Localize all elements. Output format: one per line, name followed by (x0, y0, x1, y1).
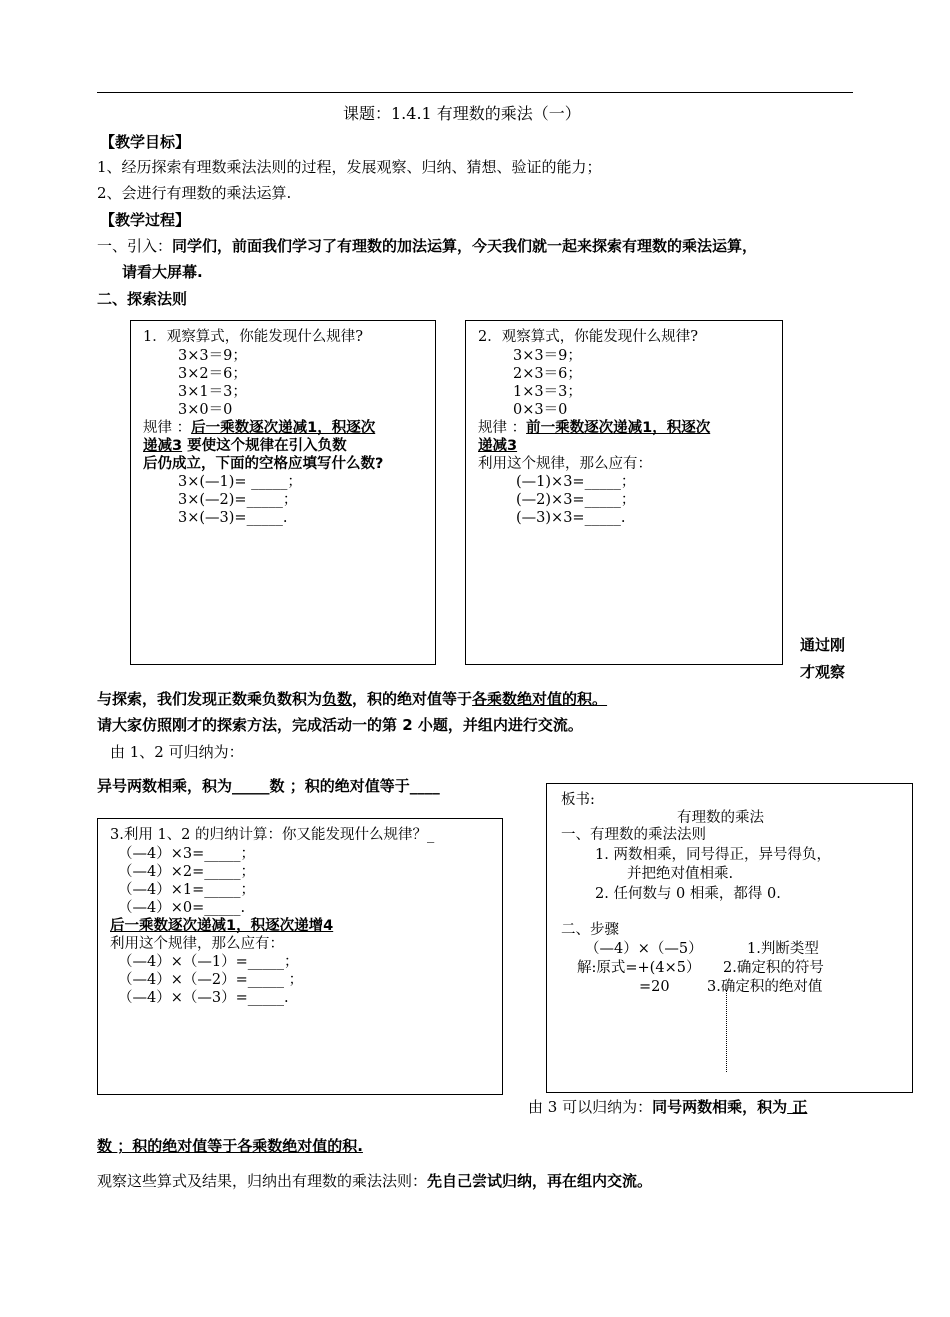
board-rule-1: 1. 两数相乘，同号得正，异号得负， (595, 847, 831, 863)
box1-blank-line: 3×(—1)= _____； (178, 474, 302, 490)
activity-box-1 (130, 320, 436, 665)
conclusion-text: 异号两数相乘，积为 (97, 777, 233, 795)
box1-line: 3×0＝0 (178, 402, 233, 418)
box1-line: 1．观察算式，你能发现什么规律? (143, 329, 363, 345)
conclusion-text: 由 3 可以归纳为： (528, 1098, 653, 1116)
side-note-2: 才观察 (800, 663, 846, 681)
box2-rule (478, 420, 710, 437)
board-result: =20 (639, 979, 670, 995)
board-label: 板书: (561, 792, 595, 808)
conclusion-text: 先自己尝试归纳，再在组内交流。 (427, 1172, 653, 1190)
box2-blank-line: (—2)×3=_____； (516, 492, 636, 508)
explore-heading: 二、探索法则 (97, 290, 188, 308)
conclusion-text: 与探索，我们发现正数乘负数积为 (97, 690, 323, 708)
conclusion-text: 观察这些算式及结果，归纳出有理数的乘法法则： (97, 1172, 428, 1190)
box2-blank-line: (—1)×3=_____； (516, 474, 636, 490)
rule-text: 后一乘数逐次递减1，积逐次 (191, 420, 376, 436)
rule-label: 规律 ： (143, 420, 192, 436)
process-heading: 【教学过程】 (100, 211, 191, 229)
rule-text: 递减3 (143, 438, 183, 454)
box3-line: 利用这个规律，那么应有： (110, 936, 284, 952)
box1-blank-line: 3×(—3)=_____. (178, 510, 288, 526)
box2-line: 3×3＝9； (513, 348, 582, 364)
intro-text: 同学们，前面我们学习了有理数的加法运算，今天我们就一起来探索有理数的乘法运算， (172, 237, 758, 255)
conclusion-paragraph-2: 请大家仿照刚才的探索方法，完成活动一的第 2 小题，并组内进行交流。 (97, 716, 583, 734)
box1-rule (143, 420, 375, 437)
conclusion-2-line-3 (97, 1172, 652, 1190)
conclusion-answer: 正 (787, 1098, 808, 1116)
board-title: 有理数的乘法 (677, 810, 764, 826)
rule-text-cont: 递减3 (478, 438, 518, 454)
box3-blank-line: （—4）×（—3）=_____. (118, 990, 289, 1006)
conclusion-text: ，积的绝对值等于 (352, 690, 473, 708)
box3-line: 3.利用 1、2 的归纳计算：你又能发现什么规律？_ (110, 827, 435, 843)
conclusion-paragraph-1 (97, 690, 607, 708)
rule-label: 规律 ： (478, 420, 527, 436)
box1-blank-line: 3×(—2)=_____； (178, 492, 298, 508)
box1-rule-cont (143, 438, 347, 455)
box3-blank-line: （—4）×2=_____； (118, 864, 255, 880)
box1-line: 3×2＝6； (178, 366, 247, 382)
board-dotted-line (726, 990, 727, 1072)
fill-blank: _____ (232, 777, 270, 795)
page-title: 课题：1.4.1 有理数的乘法（一） (343, 104, 581, 123)
box2-line: 2×3＝6； (513, 366, 582, 382)
box1-line: 要使这个规律在引入负数 (182, 438, 347, 454)
box3-blank-line: （—4）×3=_____； (118, 846, 255, 862)
conclusion-text: 数 ；积的绝对值等于 (269, 777, 410, 795)
box1-line: 后仍成立，下面的空格应填写什么数? (143, 456, 384, 472)
intro-paragraph (97, 237, 757, 255)
box3-blank-line: （—4）×1=_____； (118, 882, 255, 898)
objective-item-1: 1、经历探索有理数乘法法则的过程，发展观察、归纳、猜想、验证的能力； (97, 158, 602, 176)
conclusion-answer: 数 (97, 1137, 118, 1155)
box1-line: 3×3＝9； (178, 348, 247, 364)
box3-blank-line: （—4）×（—1）=_____； (118, 954, 299, 970)
conclusion-answer: 各乘数绝对值的积。 (472, 690, 608, 708)
board-example: （—4）×（—5） (585, 941, 703, 957)
box2-line: 2．观察算式，你能发现什么规律? (478, 329, 698, 345)
intro-prefix: 一、引入： (97, 237, 173, 255)
intro-text-cont: 请看大屏幕. (122, 263, 203, 281)
box3-blank-line: （—4）×（—2）=_____ ； (118, 972, 304, 988)
board-box (546, 783, 913, 1093)
fill-blank: ____ (409, 777, 440, 795)
conclusion-paragraph-4 (97, 777, 440, 795)
side-note-1: 通过刚 (800, 636, 846, 654)
box1-line: 3×1＝3； (178, 384, 247, 400)
board-section-1: 一、有理数的乘法法则 (561, 827, 706, 843)
header-rule (97, 92, 853, 93)
board-step-2: 2.确定积的符号 (723, 960, 824, 976)
conclusion-text: 同号两数相乘，积为 (652, 1098, 788, 1116)
board-step-3: 3.确定积的绝对值 (707, 979, 823, 995)
board-section-2: 二、步骤 (561, 922, 619, 938)
box3-rule: 后一乘数逐次递减1，积逐次递增4 (110, 918, 334, 934)
conclusion-answer: 负数 (322, 690, 353, 708)
box3-blank-line: （—4）×0=_____. (118, 900, 246, 916)
board-step-1: 1.判断类型 (747, 941, 819, 957)
box2-line: 1×3＝3； (513, 384, 582, 400)
objectives-heading: 【教学目标】 (100, 133, 191, 151)
activity-box-3 (97, 818, 503, 1095)
conclusion-2-line-2 (97, 1137, 363, 1155)
board-rule-2: 2. 任何数与 0 相乘，都得 0. (595, 886, 781, 902)
board-solution: 解:原式=+(4×5） (577, 960, 701, 976)
conclusion-paragraph-3: 由 1、2 可归纳为： (110, 743, 244, 761)
activity-box-2 (465, 320, 783, 665)
box2-line: 利用这个规律，那么应有： (478, 456, 652, 472)
board-rule-1-cont: 并把绝对值相乘. (627, 866, 734, 882)
rule-text: 前一乘数逐次递减1，积逐次 (526, 420, 711, 436)
box2-blank-line: (—3)×3=_____. (516, 510, 626, 526)
conclusion-2-line-1 (528, 1098, 807, 1116)
objective-item-2: 2、会进行有理数的乘法运算. (97, 184, 292, 202)
box2-line: 0×3＝0 (513, 402, 568, 418)
conclusion-answer: ；积的绝对值等于各乘数绝对值的积. (117, 1137, 363, 1155)
